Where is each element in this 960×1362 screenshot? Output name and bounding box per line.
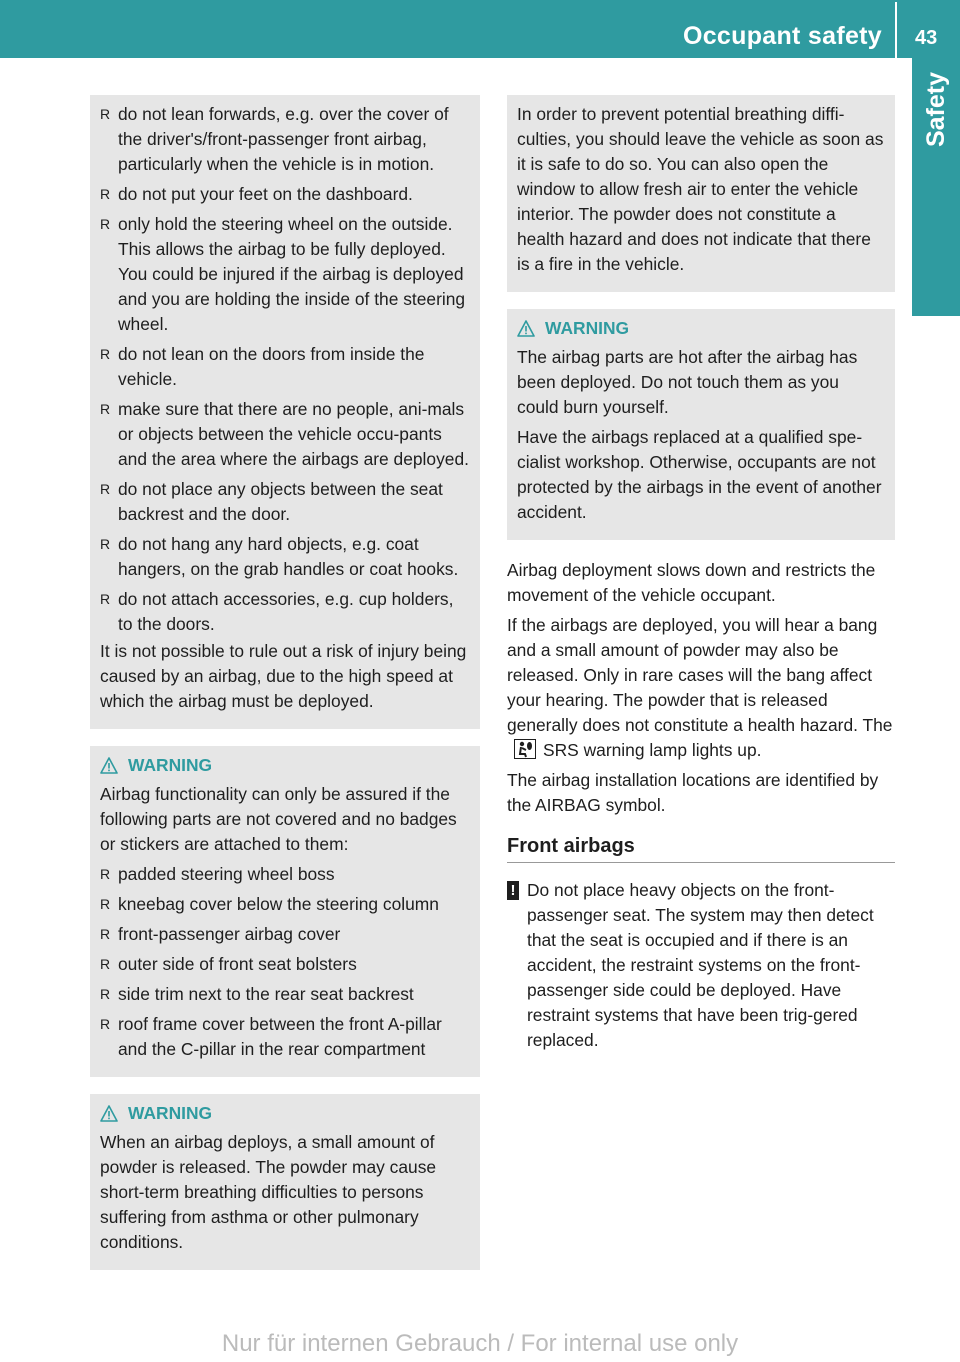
page-number: 43 xyxy=(915,27,938,49)
warning-box-1 xyxy=(90,746,480,1077)
list-item: R side trim next to the rear seat backrest xyxy=(100,984,414,1004)
list-item: R do not lean forwards, e.g. over the cover of the driver's/front-passenger front airbag, particularly when the vehicle is in motion. xyxy=(100,104,449,174)
warning-triangle-icon xyxy=(100,757,118,774)
continued-text: In order to prevent potential breathing diffi-culties, you should leave the vehicle as soon as it is safe to do so. You can also open the window to allow fresh air to enter the vehicle interior. The powder does not constitute a health hazard and does not indicate that there is a fire in the vehicle. xyxy=(517,104,884,274)
list-item: R do not place any objects between the seat backrest and the door. xyxy=(100,479,443,524)
section-heading: Front airbags xyxy=(507,834,895,863)
page-header-title: Occupant safety xyxy=(682,22,882,50)
warning-triangle-icon xyxy=(517,320,535,337)
warning-heading xyxy=(517,316,885,341)
warning-text: Have the airbags replaced at a qualified spe-cialist workshop. Otherwise, occupants are not protected by the airbags in the event of another accident. xyxy=(517,427,882,522)
footer-watermark: Nur für internen Gebrauch / For internal use only xyxy=(221,1330,739,1357)
list-item: R padded steering wheel boss xyxy=(100,864,335,884)
side-tab-label-wrap xyxy=(912,58,960,316)
side-tab-label: Safety xyxy=(921,72,950,148)
closing-paragraph: It is not possible to rule out a risk of injury being caused by an airbag, due to the high speed at which the airbag must be deployed. xyxy=(100,641,467,711)
header-divider xyxy=(895,2,897,58)
warning-heading xyxy=(100,753,470,778)
safety-bullet-list xyxy=(100,102,470,637)
covered-parts-list xyxy=(100,862,470,1062)
warning-label: WARNING xyxy=(545,318,630,338)
list-item: R do not put your feet on the dashboard. xyxy=(100,184,413,204)
list-item: R roof frame cover between the front A-pillar and the C-pillar in the rear compartment xyxy=(100,1014,442,1059)
list-item: R make sure that there are no people, ani-mals or objects between the vehicle occu-pants and the area where the airbags are deployed. xyxy=(100,399,469,469)
srs-airbag-icon xyxy=(513,739,537,759)
list-item: R front-passenger airbag cover xyxy=(100,924,341,944)
note-block xyxy=(507,878,895,1053)
warning-heading xyxy=(100,1101,470,1126)
right-column xyxy=(507,95,895,1053)
body-paragraph: Airbag deployment slows down and restricts the movement of the vehicle occupant. xyxy=(507,560,876,605)
warning-label: WARNING xyxy=(128,1103,213,1123)
continued-warning-box xyxy=(507,95,895,292)
list-item: R kneebag cover below the steering column xyxy=(100,894,439,914)
note-text: Do not place heavy objects on the front-passenger seat. The system may then detect that the seat is occupied and if there is an accident, the restraint systems on the front-passenger side could be deployed. Have restraint systems that have been trig-gered replaced. xyxy=(527,880,874,1050)
list-item: R do not hang any hard objects, e.g. coat hangers, on the grab handles or coat hooks. xyxy=(100,534,459,579)
list-item: R outer side of front seat bolsters xyxy=(100,954,357,974)
warning-box-3 xyxy=(507,309,895,540)
left-column xyxy=(90,95,480,1270)
warning-text: Airbag functionality can only be assured if the following parts are not covered and no badges or stickers are attached to them: xyxy=(100,784,457,854)
continued-box xyxy=(90,95,480,729)
exclamation-icon: ! xyxy=(507,881,519,900)
list-item: R do not attach accessories, e.g. cup holders, to the doors. xyxy=(100,589,454,634)
warning-text: The airbag parts are hot after the airbag has been deployed. Do not touch them as you could burn yourself. xyxy=(517,347,858,417)
warning-label: WARNING xyxy=(128,755,213,775)
list-item: R only hold the steering wheel on the outside. This allows the airbag to be fully deployed. You could be injured if the airbag is deployed and you are holding the inside of the steering wheel. xyxy=(100,214,466,334)
warning-box-2 xyxy=(90,1094,480,1270)
warning-triangle-icon xyxy=(100,1105,118,1122)
body-paragraph: The airbag installation locations are identified by the AIRBAG symbol. xyxy=(507,770,879,815)
body-paragraph: If the airbags are deployed, you will hear a bang and a small amount of powder may also be released. Only in rare cases will the bang affect your hearing. The powder that is released generally does not constitute a health hazard. The SRS warning lamp lights up. xyxy=(507,615,893,760)
warning-text: When an airbag deploys, a small amount of powder is released. The powder may cause short-term breathing difficulties to persons suffering from asthma or other pulmonary conditions. xyxy=(100,1132,437,1252)
list-item: R do not lean on the doors from inside the vehicle. xyxy=(100,344,425,389)
